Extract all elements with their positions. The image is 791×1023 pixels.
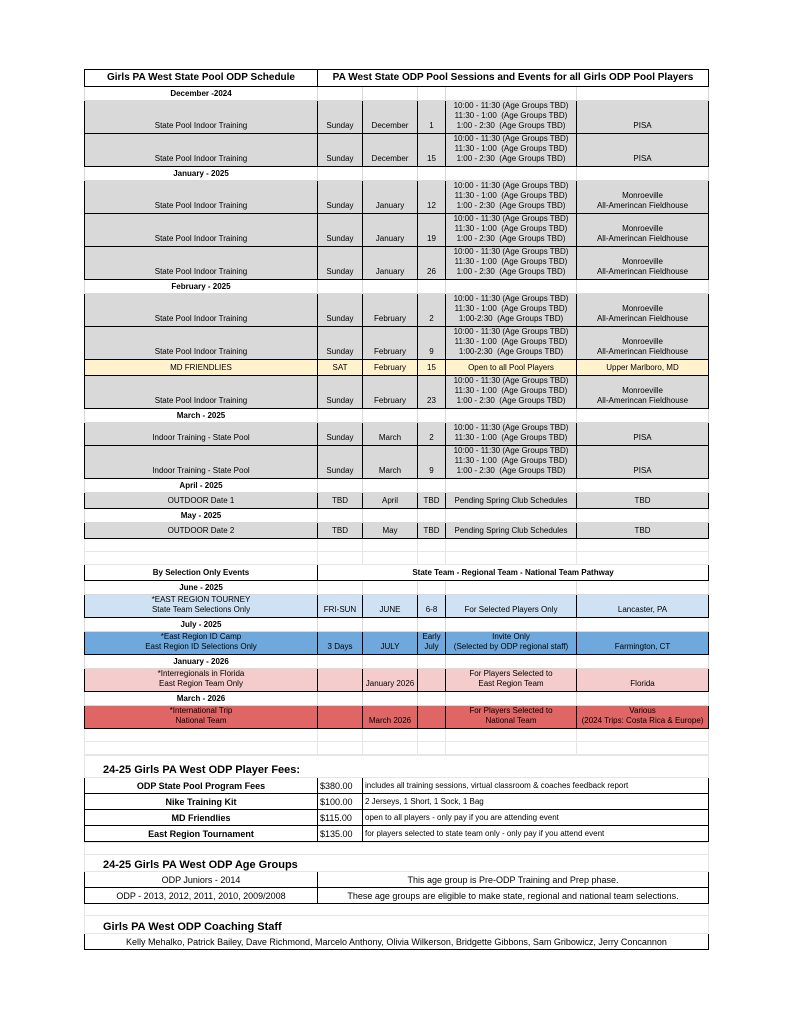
age-group-description: This age group is Pre-ODP Training and Prep phase.	[318, 872, 709, 888]
section-header-row	[85, 565, 709, 581]
empty-cell	[577, 167, 709, 181]
staff-names: Kelly Mehalko, Patrick Bailey, Dave Richmond, Marcelo Anthony, Olivia Wilkerson, Bridgette Gibbons, Sam Gribowicz, Jerry Concannon	[85, 934, 709, 950]
schedule-subtitle: PA West State ODP Pool Sessions and Events for all Girls ODP Pool Players	[318, 70, 709, 87]
event-row	[85, 376, 709, 409]
event-month: March 2026	[363, 706, 418, 729]
event-day: Sunday	[318, 214, 363, 247]
event-location: PISA	[577, 134, 709, 167]
event-times: For Selected Players Only	[446, 595, 577, 618]
empty-cell	[363, 409, 418, 423]
event-date: 15	[418, 134, 446, 167]
month-label: May - 2025	[85, 509, 318, 523]
month-label: March - 2026	[85, 692, 318, 706]
event-month: JUNE	[363, 595, 418, 618]
empty-cell	[318, 539, 363, 552]
empty-cell	[577, 87, 709, 101]
month-header-row	[85, 581, 709, 595]
empty-cell	[418, 552, 446, 565]
event-row	[85, 181, 709, 214]
event-month: April	[363, 493, 418, 509]
event-times: Pending Spring Club Schedules	[446, 493, 577, 509]
event-month: May	[363, 523, 418, 539]
month-header-row	[85, 655, 709, 669]
empty-cell	[418, 729, 446, 742]
empty-cell	[363, 280, 418, 294]
section-right-label: State Team - Regional Team - National Team Pathway	[318, 565, 709, 581]
empty-cell	[318, 280, 363, 294]
month-header-row	[85, 618, 709, 632]
empty-cell	[318, 87, 363, 101]
empty-cell	[318, 581, 363, 595]
fee-amount: $115.00	[318, 810, 363, 826]
empty-cell	[318, 167, 363, 181]
event-location: Florida	[577, 669, 709, 692]
fee-description: open to all players - only pay if you are attending event	[363, 810, 709, 826]
age-group-name: ODP - 2013, 2012, 2011, 2010, 2009/2008	[85, 888, 318, 904]
event-name: OUTDOOR Date 2	[85, 523, 318, 539]
empty-cell	[363, 552, 418, 565]
empty-cell	[446, 655, 577, 669]
age-group-name: ODP Juniors - 2014	[85, 872, 318, 888]
event-times: 10:00 - 11:30 (Age Groups TBD) 11:30 - 1:00 (Age Groups TBD) 1:00 - 2:30 (Age Groups TBD)	[446, 214, 577, 247]
empty-cell	[363, 167, 418, 181]
empty-cell	[318, 509, 363, 523]
empty-cell	[363, 692, 418, 706]
month-label: December -2024	[85, 87, 318, 101]
event-date	[418, 706, 446, 729]
empty-cell	[318, 552, 363, 565]
event-name: State Pool Indoor Training	[85, 376, 318, 409]
event-row	[85, 134, 709, 167]
month-header-row	[85, 692, 709, 706]
event-row	[85, 632, 709, 655]
event-day: Sunday	[318, 134, 363, 167]
fees-body	[85, 778, 709, 842]
empty-cell	[577, 742, 709, 755]
empty-cell	[446, 479, 577, 493]
event-location: PISA	[577, 101, 709, 134]
event-name: Indoor Training - State Pool	[85, 446, 318, 479]
empty-cell	[446, 618, 577, 632]
empty-cell	[418, 87, 446, 101]
event-date: 9	[418, 327, 446, 360]
empty-cell	[577, 479, 709, 493]
event-location: Monroeville All-Amerincan Fieldhouse	[577, 327, 709, 360]
event-date: 19	[418, 214, 446, 247]
empty-cell	[318, 655, 363, 669]
event-month: February	[363, 294, 418, 327]
event-month: February	[363, 327, 418, 360]
event-location: Lancaster, PA	[577, 595, 709, 618]
event-name: *EAST REGION TOURNEY State Team Selections Only	[85, 595, 318, 618]
month-label: April - 2025	[85, 479, 318, 493]
empty-cell	[446, 280, 577, 294]
event-times: 10:00 - 11:30 (Age Groups TBD) 11:30 - 1:00 (Age Groups TBD) 1:00-2:30 (Age Groups TBD)	[446, 327, 577, 360]
empty-cell	[363, 581, 418, 595]
event-date: 15	[418, 360, 446, 376]
event-date: 2	[418, 294, 446, 327]
empty-cell	[418, 280, 446, 294]
event-day: Sunday	[318, 101, 363, 134]
empty-cell	[577, 409, 709, 423]
schedule-title: Girls PA West State Pool ODP Schedule	[85, 70, 318, 87]
empty-cell	[85, 729, 318, 742]
empty-cell	[446, 742, 577, 755]
event-date	[418, 669, 446, 692]
event-times: For Players Selected to National Team	[446, 706, 577, 729]
event-location: Various (2024 Trips: Costa Rica & Europe)	[577, 706, 709, 729]
event-day	[318, 706, 363, 729]
empty-cell	[363, 479, 418, 493]
month-header-row	[85, 509, 709, 523]
blank-row	[85, 742, 709, 755]
event-date: Early July	[418, 632, 446, 655]
event-month: January	[363, 181, 418, 214]
empty-cell	[363, 618, 418, 632]
event-location: PISA	[577, 423, 709, 446]
empty-cell	[446, 539, 577, 552]
age-groups-body	[85, 872, 709, 904]
event-day: Sunday	[318, 423, 363, 446]
empty-cell	[446, 729, 577, 742]
empty-cell	[318, 618, 363, 632]
month-header-row	[85, 479, 709, 493]
fee-row	[85, 778, 709, 794]
event-name: *Interregionals in Florida East Region Team Only	[85, 669, 318, 692]
empty-cell	[446, 409, 577, 423]
event-month: February	[363, 360, 418, 376]
event-day: TBD	[318, 523, 363, 539]
event-month: March	[363, 423, 418, 446]
event-times: 10:00 - 11:30 (Age Groups TBD) 11:30 - 1:00 (Age Groups TBD) 1:00-2:30 (Age Groups TBD)	[446, 294, 577, 327]
event-month: January	[363, 214, 418, 247]
age-group-row	[85, 888, 709, 904]
fees-table	[84, 755, 709, 842]
empty-cell	[577, 618, 709, 632]
empty-cell	[363, 655, 418, 669]
fee-description: 2 Jerseys, 1 Short, 1 Sock, 1 Bag	[363, 794, 709, 810]
fee-row	[85, 794, 709, 810]
empty-cell	[363, 509, 418, 523]
empty-cell	[318, 742, 363, 755]
event-month: December	[363, 101, 418, 134]
fees-heading: 24-25 Girls PA West ODP Player Fees:	[85, 756, 709, 778]
event-name: OUTDOOR Date 1	[85, 493, 318, 509]
fee-label: ODP State Pool Program Fees	[85, 778, 318, 794]
empty-cell	[577, 280, 709, 294]
event-day: SAT	[318, 360, 363, 376]
event-name: State Pool Indoor Training	[85, 214, 318, 247]
schedule-sheet	[84, 69, 708, 950]
fee-label: East Region Tournament	[85, 826, 318, 842]
fee-amount: $135.00	[318, 826, 363, 842]
event-day: Sunday	[318, 294, 363, 327]
month-header-row	[85, 87, 709, 101]
event-row	[85, 706, 709, 729]
event-times: For Players Selected to East Region Team	[446, 669, 577, 692]
empty-cell	[577, 552, 709, 565]
fee-label: Nike Training Kit	[85, 794, 318, 810]
empty-cell	[418, 409, 446, 423]
schedule-table	[84, 69, 709, 755]
event-date: 23	[418, 376, 446, 409]
spacer-row	[85, 904, 709, 916]
empty-cell	[363, 87, 418, 101]
empty-cell	[418, 655, 446, 669]
fee-row	[85, 826, 709, 842]
staff-heading: Girls PA West ODP Coaching Staff	[85, 916, 709, 934]
empty-cell	[418, 618, 446, 632]
empty-cell	[363, 729, 418, 742]
month-header-row	[85, 409, 709, 423]
event-date: 26	[418, 247, 446, 280]
month-label: June - 2025	[85, 581, 318, 595]
event-times: 10:00 - 11:30 (Age Groups TBD) 11:30 - 1:00 (Age Groups TBD) 1:00 - 2:30 (Age Groups TBD)	[446, 101, 577, 134]
event-day: TBD	[318, 493, 363, 509]
event-row	[85, 247, 709, 280]
event-row	[85, 493, 709, 509]
empty-cell	[363, 742, 418, 755]
empty-cell	[577, 581, 709, 595]
event-location: Monroeville All-Amerincan Fieldhouse	[577, 294, 709, 327]
event-day: Sunday	[318, 376, 363, 409]
event-times: 10:00 - 11:30 (Age Groups TBD) 11:30 - 1:00 (Age Groups TBD) 1:00 - 2:30 (Age Groups TBD)	[446, 376, 577, 409]
event-day: FRI-SUN	[318, 595, 363, 618]
empty-cell	[418, 539, 446, 552]
blank-row	[85, 539, 709, 552]
event-date: 2	[418, 423, 446, 446]
event-row	[85, 669, 709, 692]
event-month: December	[363, 134, 418, 167]
event-row	[85, 423, 709, 446]
event-row	[85, 294, 709, 327]
empty-cell	[85, 552, 318, 565]
month-header-row	[85, 280, 709, 294]
event-date: 6-8	[418, 595, 446, 618]
spacer-row	[85, 843, 709, 855]
event-name: *International Trip National Team	[85, 706, 318, 729]
fee-description: for players selected to state team only - only pay if you attend event	[363, 826, 709, 842]
event-times: Pending Spring Club Schedules	[446, 523, 577, 539]
event-location: Monroeville All-Amerincan Fieldhouse	[577, 214, 709, 247]
event-location: TBD	[577, 523, 709, 539]
event-day: Sunday	[318, 247, 363, 280]
empty-cell	[418, 509, 446, 523]
event-name: State Pool Indoor Training	[85, 327, 318, 360]
event-times: Invite Only (Selected by ODP regional staff)	[446, 632, 577, 655]
age-groups-heading: 24-25 Girls PA West ODP Age Groups	[85, 855, 709, 872]
event-day: Sunday	[318, 446, 363, 479]
empty-cell	[446, 581, 577, 595]
month-label: July - 2025	[85, 618, 318, 632]
event-row	[85, 360, 709, 376]
fee-label: MD Friendlies	[85, 810, 318, 826]
event-row	[85, 523, 709, 539]
empty-cell	[318, 729, 363, 742]
age-group-description: These age groups are eligible to make state, regional and national team selections.	[318, 888, 709, 904]
empty-cell	[418, 479, 446, 493]
month-header-row	[85, 167, 709, 181]
event-day: Sunday	[318, 181, 363, 214]
event-row	[85, 327, 709, 360]
event-date: 9	[418, 446, 446, 479]
empty-cell	[577, 692, 709, 706]
event-times: 10:00 - 11:30 (Age Groups TBD) 11:30 - 1:00 (Age Groups TBD) 1:00 - 2:30 (Age Groups TBD)	[446, 134, 577, 167]
event-month: January	[363, 247, 418, 280]
empty-cell	[418, 581, 446, 595]
empty-cell	[418, 692, 446, 706]
event-name: State Pool Indoor Training	[85, 134, 318, 167]
schedule-body	[85, 87, 709, 755]
event-name: *East Region ID Camp East Region ID Selections Only	[85, 632, 318, 655]
empty-cell	[446, 692, 577, 706]
event-date: 1	[418, 101, 446, 134]
empty-cell	[446, 552, 577, 565]
event-date: TBD	[418, 523, 446, 539]
event-month: February	[363, 376, 418, 409]
empty-cell	[577, 655, 709, 669]
event-times: 10:00 - 11:30 (Age Groups TBD) 11:30 - 1:00 (Age Groups TBD) 1:00 - 2:30 (Age Groups TBD)	[446, 446, 577, 479]
empty-cell	[85, 539, 318, 552]
event-location: Farmington, CT	[577, 632, 709, 655]
event-times: Open to all Pool Players	[446, 360, 577, 376]
empty-cell	[577, 539, 709, 552]
empty-cell	[363, 539, 418, 552]
event-row	[85, 101, 709, 134]
event-date: TBD	[418, 493, 446, 509]
age-group-row	[85, 872, 709, 888]
event-location: PISA	[577, 446, 709, 479]
event-day	[318, 669, 363, 692]
event-name: State Pool Indoor Training	[85, 101, 318, 134]
month-label: March - 2025	[85, 409, 318, 423]
empty-cell	[446, 167, 577, 181]
age-groups-table	[84, 842, 709, 950]
empty-cell	[446, 87, 577, 101]
fee-amount: $380.00	[318, 778, 363, 794]
empty-cell	[577, 729, 709, 742]
blank-row	[85, 552, 709, 565]
event-name: Indoor Training - State Pool	[85, 423, 318, 446]
fee-amount: $100.00	[318, 794, 363, 810]
empty-cell	[446, 509, 577, 523]
event-name: State Pool Indoor Training	[85, 181, 318, 214]
empty-cell	[318, 692, 363, 706]
empty-cell	[418, 742, 446, 755]
month-label: January - 2026	[85, 655, 318, 669]
empty-cell	[418, 167, 446, 181]
event-location: Upper Marlboro, MD	[577, 360, 709, 376]
empty-cell	[85, 742, 318, 755]
empty-cell	[318, 409, 363, 423]
blank-row	[85, 729, 709, 742]
event-row	[85, 214, 709, 247]
event-row	[85, 595, 709, 618]
event-name: MD FRIENDLIES	[85, 360, 318, 376]
event-day: Sunday	[318, 327, 363, 360]
month-label: January - 2025	[85, 167, 318, 181]
event-times: 10:00 - 11:30 (Age Groups TBD) 11:30 - 1:00 (Age Groups TBD)	[446, 423, 577, 446]
event-month: January 2026	[363, 669, 418, 692]
event-date: 12	[418, 181, 446, 214]
event-location: Monroeville All-Amerincan Fieldhouse	[577, 181, 709, 214]
event-name: State Pool Indoor Training	[85, 294, 318, 327]
event-location: Monroeville All-Amerincan Fieldhouse	[577, 376, 709, 409]
month-label: February - 2025	[85, 280, 318, 294]
event-row	[85, 446, 709, 479]
fee-description: includes all training sessions, virtual classroom & coaches feedback report	[363, 778, 709, 794]
empty-cell	[577, 509, 709, 523]
section-left-label: By Selection Only Events	[85, 565, 318, 581]
event-day: 3 Days	[318, 632, 363, 655]
event-name: State Pool Indoor Training	[85, 247, 318, 280]
event-times: 10:00 - 11:30 (Age Groups TBD) 11:30 - 1:00 (Age Groups TBD) 1:00 - 2:30 (Age Groups TBD)	[446, 181, 577, 214]
event-location: TBD	[577, 493, 709, 509]
fee-row	[85, 810, 709, 826]
event-month: March	[363, 446, 418, 479]
event-month: JULY	[363, 632, 418, 655]
empty-cell	[318, 479, 363, 493]
event-location: Monroeville All-Amerincan Fieldhouse	[577, 247, 709, 280]
event-times: 10:00 - 11:30 (Age Groups TBD) 11:30 - 1:00 (Age Groups TBD) 1:00 - 2:30 (Age Groups TBD)	[446, 247, 577, 280]
